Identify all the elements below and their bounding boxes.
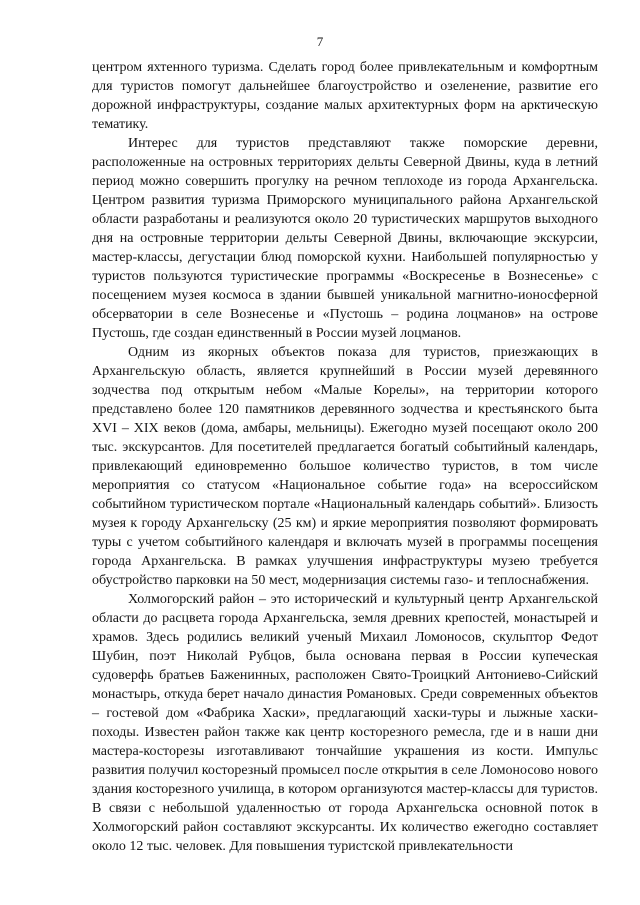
document-body — [92, 58, 598, 856]
paragraph-kholmogorsky-district: Холмогорский район – это исторический и культурный центр Архангельской области до расцвета города Архангельска, земля древних крепостей, монастырей и храмов. Здесь родились великий ученый Михаил Ломоносов, скульптор Федот Шубин, поэт Николай Рубцов, была основана первая в России купеческая судоверфь братьев Баженинных, расположен Свято-Троицкий Антониево-Сийский монастырь, откуда берет начало династия Романовых. Среди современных объектов – гостевой дом «Фабрика Хаски», предлагающий хаски-туры и лыжные хаски-походы. Известен район также как центр косторезного ремесла, где и в наши дни мастера-косторезы изготавливают тончайшие украшения из кости. Импульс развития получил косторезный промысел после открытия в селе Ломоносово нового здания косторезного училища, в котором организуются мастер-классы для туристов. В связи с небольшой удаленностью от города Архангельска основной поток в Холмогорский район составляют экскурсанты. Их количество ежегодно составляет около 12 тыс. человек. Для повышения туристской привлекательности — [92, 592, 598, 854]
paragraph-malye-korely-museum: Одним из якорных объектов показа для туристов, приезжающих в Архангельскую область, является крупнейший в России музей деревянного зодчества под открытым небом «Малые Корелы», на территории которого представлено более 120 памятников деревянного зодчества и крестьянского быта XVI – XIX веков (дома, амбары, мельницы). Ежегодно музей посещают около 200 тыс. экскурсантов. Для посетителей предлагается богатый событийный календарь, привлекающий единовременно большое количество туристов, в том числе мероприятия со статусом «Национальное событие года» на всероссийском событийном туристическом портале «Национальный календарь событий». Близость музея к городу Архангельску (25 км) и яркие мероприятия позволяют формировать туры с учетом событийного календаря и включать музей в программы посещения города Архангельска. В рамках улучшения инфраструктуры музею требуется обустройство парковки на 50 мест, модернизация системы газо- и теплоснабжения. — [92, 345, 598, 588]
paragraph-yachting: центром яхтенного туризма. Сделать город более привлекательным и комфортным для туристов помогут дальнейшее благоустройство и озеленение, развитие его дорожной инфраструктуры, создание малых архитектурных форм на арктическую тематику. — [92, 60, 598, 132]
paragraph-pomor-villages: Интерес для туристов представляют также поморские деревни, расположенные на островных территориях дельты Северной Двины, куда в летний период можно совершить прогулку на речном теплоходе из города Архангельска. Центром развития туризма Приморского муниципального района Архангельской области разработаны и реализуются около 20 туристических маршрутов выходного дня на островные территории дельты Северной Двины, включающие экскурсии, мастер-классы, дегустации блюд поморской кухни. Наибольшей популярностью у туристов пользуются туристические программы «Воскресенье в Вознесенье» с посещением музея космоса в здании бывшей уникальной магнитно-ионосферной обсерватории в селе Вознесенье и «Пустошь – родина лоцманов» на острове Пустошь, где создан единственный в России музей лоцманов. — [92, 136, 598, 341]
page-number: 7 — [316, 34, 324, 49]
